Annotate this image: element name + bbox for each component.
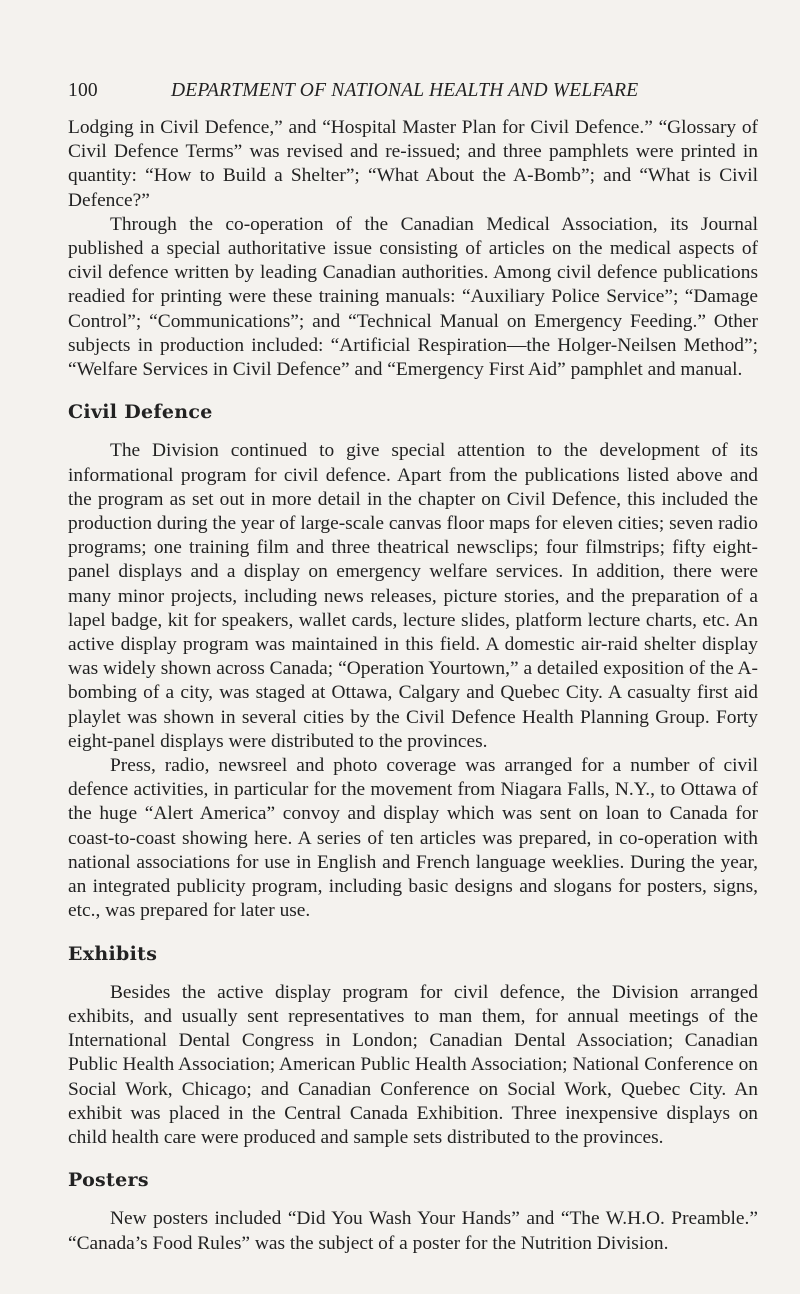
section-heading-posters: Posters: [68, 1169, 149, 1192]
paragraph: Lodging in Civil Defence,” and “Hospital Master Plan for Civil Defence.” “Glossary of Civil Defence Terms” was revised and re-issued; and three pamphlets were printed in quantity: “How to Build a Shelter”; “What About the A-Bomb”; and “What is Civil Defence?”: [68, 117, 758, 211]
paragraph: New posters included “Did You Wash Your Hands” and “The W.H.O. Preamble.” “Canada’s Food Rules” was the subject of a poster for the Nutrition Division.: [68, 1208, 758, 1254]
paragraph: The Division continued to give special attention to the development of its informational program for civil defence. Apart from the publications listed above and the program as set out in more detail in the chapter on Civil Defence, this included the production during the year of large-scale canvas floor maps for eleven cities; seven radio programs; one training film and three theatrical newsclips; four filmstrips; fifty eight-panel displays and a display on emergency welfare services. In addition, there were many minor projects, including news releases, picture stories, and the preparation of a lapel badge, kit for speakers, wallet cards, lecture slides, platform lecture charts, etc. An active display program was maintained in this field. A domestic air-raid shelter display was widely shown across Canada; “Operation Yourtown,” a detailed exposition of the A-bombing of a city, was staged at Ottawa, Calgary and Quebec City. A casualty first aid playlet was shown in several cities by the Civil Defence Health Planning Group. Forty eight-panel displays were distributed to the provinces.: [68, 440, 758, 752]
section-heading-civil-defence: Civil Defence: [68, 401, 213, 424]
section-heading-exhibits: Exhibits: [68, 942, 158, 965]
paragraph: Press, radio, newsreel and photo coverage was arranged for a number of civil defence activities, in particular for the movement from Niagara Falls, N.Y., to Ottawa of the huge “Alert America” convoy and display which was sent on loan to Canada for coast-to-coast showing here. A series of ten articles was prepared, in co-operation with national associations for use in English and French language weeklies. During the year, an integrated publicity program, including basic designs and slogans for posters, signs, etc., was prepared for later use.: [68, 755, 758, 922]
page-body: [68, 116, 758, 1256]
page-number: 100: [68, 80, 98, 101]
paragraph: Through the co-operation of the Canadian Medical Association, its Journal published a special authoritative issue consisting of articles on the medical aspects of civil defence written by leading Canadian authorities. Among civil defence publications readied for printing were these training manuals: “Auxiliary Police Service”; “Damage Control”; “Communications”; and “Technical Manual on Emergency Feeding.” Other subjects in production included: “Artificial Respiration—the Holger-Neilsen Method”; “Welfare Services in Civil Defence” and “Emergency First Aid” pamphlet and manual.: [68, 213, 758, 381]
paragraph: Besides the active display program for civil defence, the Division arranged exhibits, and usually sent representatives to man them, for annual meetings of the International Dental Congress in London; Canadian Dental Association; Canadian Public Health Association; American Public Health Association; National Conference on Social Work, Chicago; and Canadian Conference on Social Work, Quebec City. An exhibit was placed in the Central Canada Exhibition. Three inexpensive displays on child health care were produced and sample sets distributed to the provinces.: [68, 981, 758, 1148]
running-title: DEPARTMENT OF NATIONAL HEALTH AND WELFARE: [171, 80, 639, 101]
